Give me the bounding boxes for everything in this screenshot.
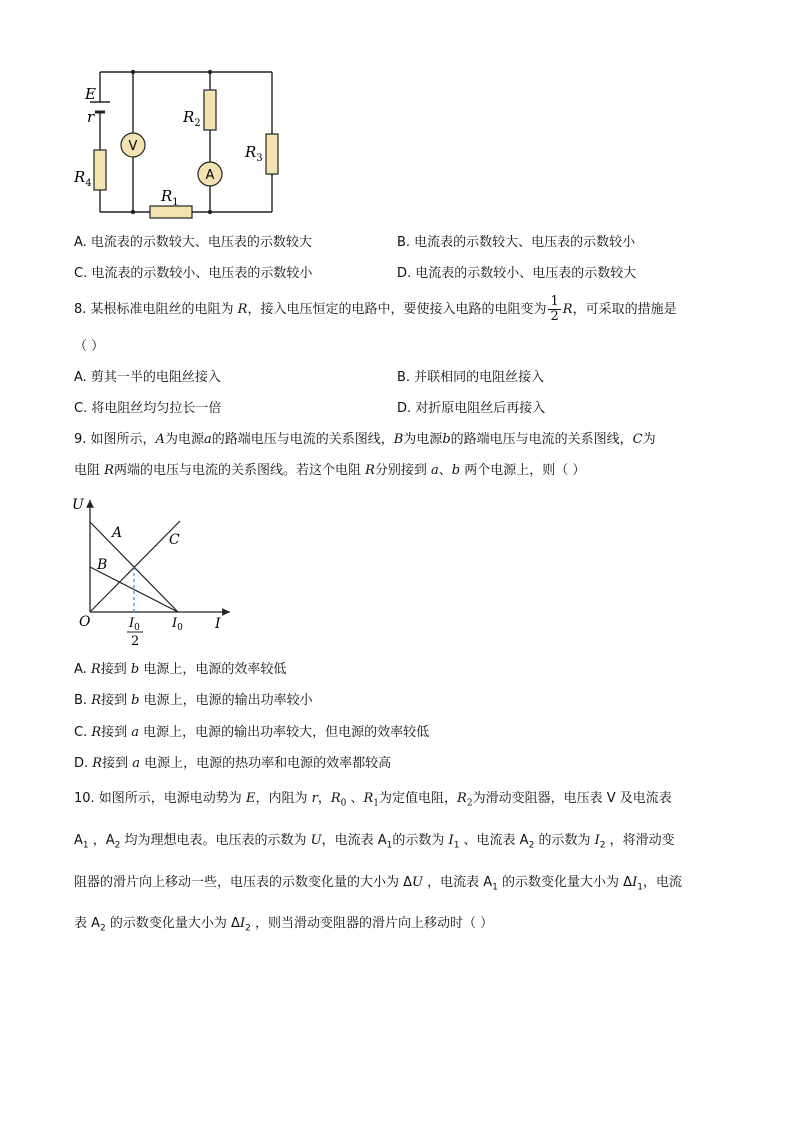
circuit-diagram [70, 60, 290, 225]
axis-label-i: I [215, 616, 221, 632]
label-r3: $R_3$ [245, 143, 263, 164]
resistor-r1 [150, 206, 192, 218]
line-label-b: B [97, 557, 108, 573]
resistor-r4 [94, 150, 106, 190]
resistor-r3 [266, 134, 278, 174]
q8-option-a[interactable]: A. 剪其一半的电阻丝接入 [74, 370, 221, 385]
q8-option-d[interactable]: D. 对折原电阻丝后再接入 [397, 401, 546, 416]
q7-option-c[interactable]: C. 电流表的示数较小、电压表的示数较小 [74, 266, 313, 281]
q9-option-d[interactable]: D. R接到 a 电源上，电源的热功率和电源的效率都较高 [74, 756, 392, 771]
q9-option-a[interactable]: A. R接到 b 电源上，电源的效率较低 [74, 662, 287, 677]
label-voltmeter: V [128, 139, 138, 154]
q8-fraction: $\frac{1}{2}$ [550, 294, 559, 324]
q7-option-a[interactable]: A. 电流表的示数较大、电压表的示数较大 [74, 235, 312, 250]
label-r1: $R_1$ [161, 187, 179, 208]
q8-stem-text: 8. 某根标准电阻丝的电阻为 [74, 302, 238, 317]
q9-stem-line1: 9. 如图所示，A为电源a的路端电压与电流的关系图线，B为电源b的路端电压与电流的关系图线，C为 [74, 432, 656, 447]
label-e: E [85, 85, 96, 103]
label-r2: $R_2$ [183, 108, 201, 129]
q7-option-d[interactable]: D. 电流表的示数较小、电压表的示数较大 [397, 266, 637, 281]
q10-stem-line4: 表 $A_2$ 的示数变化量大小为 $\Delta I_2$ ，则当滑动变阻器的滑片向上移动时（ ） [74, 916, 494, 934]
q10-stem-line2: $A_1$ ，$A_2$ 均为理想电表。电压表的示数为 U，电流表 $A_1$的示数为 $I_1$ 、电流表 $A_2$ 的示数为 $I_2$ ，将滑动变 [74, 833, 675, 851]
label-r-internal: r [87, 108, 95, 126]
q8-stem-text-2: ，接入电压恒定的电路中，要使接入电路的电阻变为 [247, 302, 547, 317]
tick-label-half-den: 2 [131, 634, 140, 649]
tick-label-i0: $I_0$ [172, 616, 183, 633]
q8-option-c[interactable]: C. 将电阻丝均匀拉长一倍 [74, 401, 222, 416]
q9-ui-graph [70, 490, 240, 650]
label-ammeter: A [205, 168, 215, 183]
q7-option-b[interactable]: B. 电流表的示数较大、电压表的示数较小 [397, 235, 636, 250]
line-label-c: C [169, 532, 180, 548]
q8-stem: 8. 某根标准电阻丝的电阻为 R，接入电压恒定的电路中，要使接入电路的电阻变为 $\frac{1}{2}$ R，可采取的措施是 [74, 294, 677, 324]
origin-label: O [79, 614, 91, 630]
q8-stem-text-3: ，可采取的措施是 [572, 302, 677, 317]
q8-option-b[interactable]: B. 并联相同的电阻丝接入 [397, 370, 545, 385]
q10-stem-line3: 阻器的滑片向上移动一些，电压表的示数变化量的大小为 ΔU ，电流表 $A_1$ 的示数变化量大小为 $\Delta I_1$，电流 [74, 875, 682, 893]
resistor-r2 [204, 90, 216, 130]
q10-stem-line1: 10. 如图所示，电源电动势为 E，内阻为 r，$R_0$ 、$R_1$为定值电阻，$R_2$为滑动变阻器，电压表 V 及电流表 [74, 791, 672, 809]
q9-stem-line2: 电阻 R两端的电压与电流的关系图线。若这个电阻 R分别接到 a、b 两个电源上，则（ ） [74, 463, 586, 478]
q8-answer-bracket: （ ） [74, 339, 105, 354]
q9-option-b[interactable]: B. R接到 b 电源上，电源的输出功率较小 [74, 693, 313, 708]
axis-label-u: U [72, 497, 84, 513]
tick-label-half-num: $I_0$ [129, 616, 140, 633]
label-r4: $R_4$ [74, 168, 92, 189]
q8-var-r: R [237, 302, 248, 317]
q9-option-c[interactable]: C. R接到 a 电源上，电源的输出功率较大，但电源的效率较低 [74, 725, 430, 740]
line-label-a: A [112, 525, 123, 541]
